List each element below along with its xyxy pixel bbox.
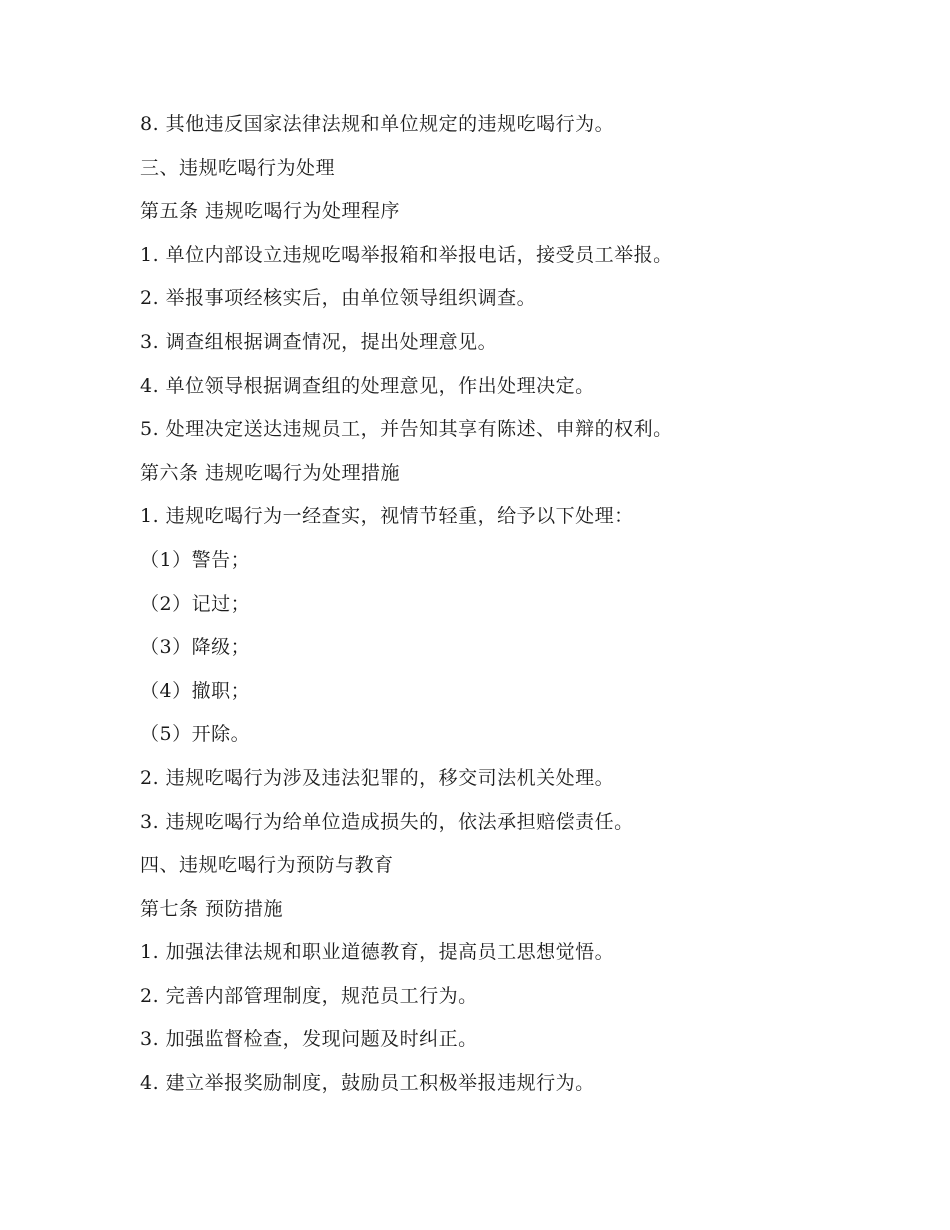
article-5-item-4: 4. 单位领导根据调查组的处理意见，作出处理决定。 <box>140 374 595 397</box>
article-7-item-1: 1. 加强法律法规和职业道德教育，提高员工思想觉悟。 <box>140 941 615 964</box>
section-heading-3: 三、违规吃喝行为处理 <box>140 156 336 179</box>
penalty-demotion: （3）降级； <box>140 636 251 659</box>
article-5-heading: 第五条 违规吃喝行为处理程序 <box>140 200 401 223</box>
article-5-item-5: 5. 处理决定送达违规员工，并告知其享有陈述、申辩的权利。 <box>140 418 673 441</box>
article-6-item-1: 1. 违规吃喝行为一经查实，视情节轻重，给予以下处理： <box>140 505 634 528</box>
article-7-heading: 第七条 预防措施 <box>140 897 284 920</box>
section-heading-4: 四、违规吃喝行为预防与教育 <box>140 854 394 877</box>
article-5-item-2: 2. 举报事项经核实后，由单位领导组织调查。 <box>140 287 537 310</box>
penalty-dismissal-from-post: （4）撤职； <box>140 679 251 702</box>
article-6-heading: 第六条 违规吃喝行为处理措施 <box>140 461 401 484</box>
article-6-item-2: 2. 违规吃喝行为涉及违法犯罪的，移交司法机关处理。 <box>140 766 615 789</box>
list-item-8-other-violations: 8. 其他违反国家法律法规和单位规定的违规吃喝行为。 <box>140 113 615 135</box>
article-7-item-3: 3. 加强监督检查，发现问题及时纠正。 <box>140 1028 478 1051</box>
article-5-item-1: 1. 单位内部设立违规吃喝举报箱和举报电话，接受员工举报。 <box>140 243 673 266</box>
penalty-expulsion: （5）开除。 <box>140 723 251 746</box>
penalty-warning: （1）警告； <box>140 548 251 571</box>
document-body <box>140 104 920 1107</box>
article-5-item-3: 3. 调查组根据调查情况，提出处理意见。 <box>140 330 498 353</box>
article-7-item-2: 2. 完善内部管理制度，规范员工行为。 <box>140 984 478 1007</box>
article-7-item-4: 4. 建立举报奖励制度，鼓励员工积极举报违规行为。 <box>140 1072 595 1095</box>
penalty-demerit: （2）记过； <box>140 592 251 615</box>
article-6-item-3: 3. 违规吃喝行为给单位造成损失的，依法承担赔偿责任。 <box>140 810 634 833</box>
